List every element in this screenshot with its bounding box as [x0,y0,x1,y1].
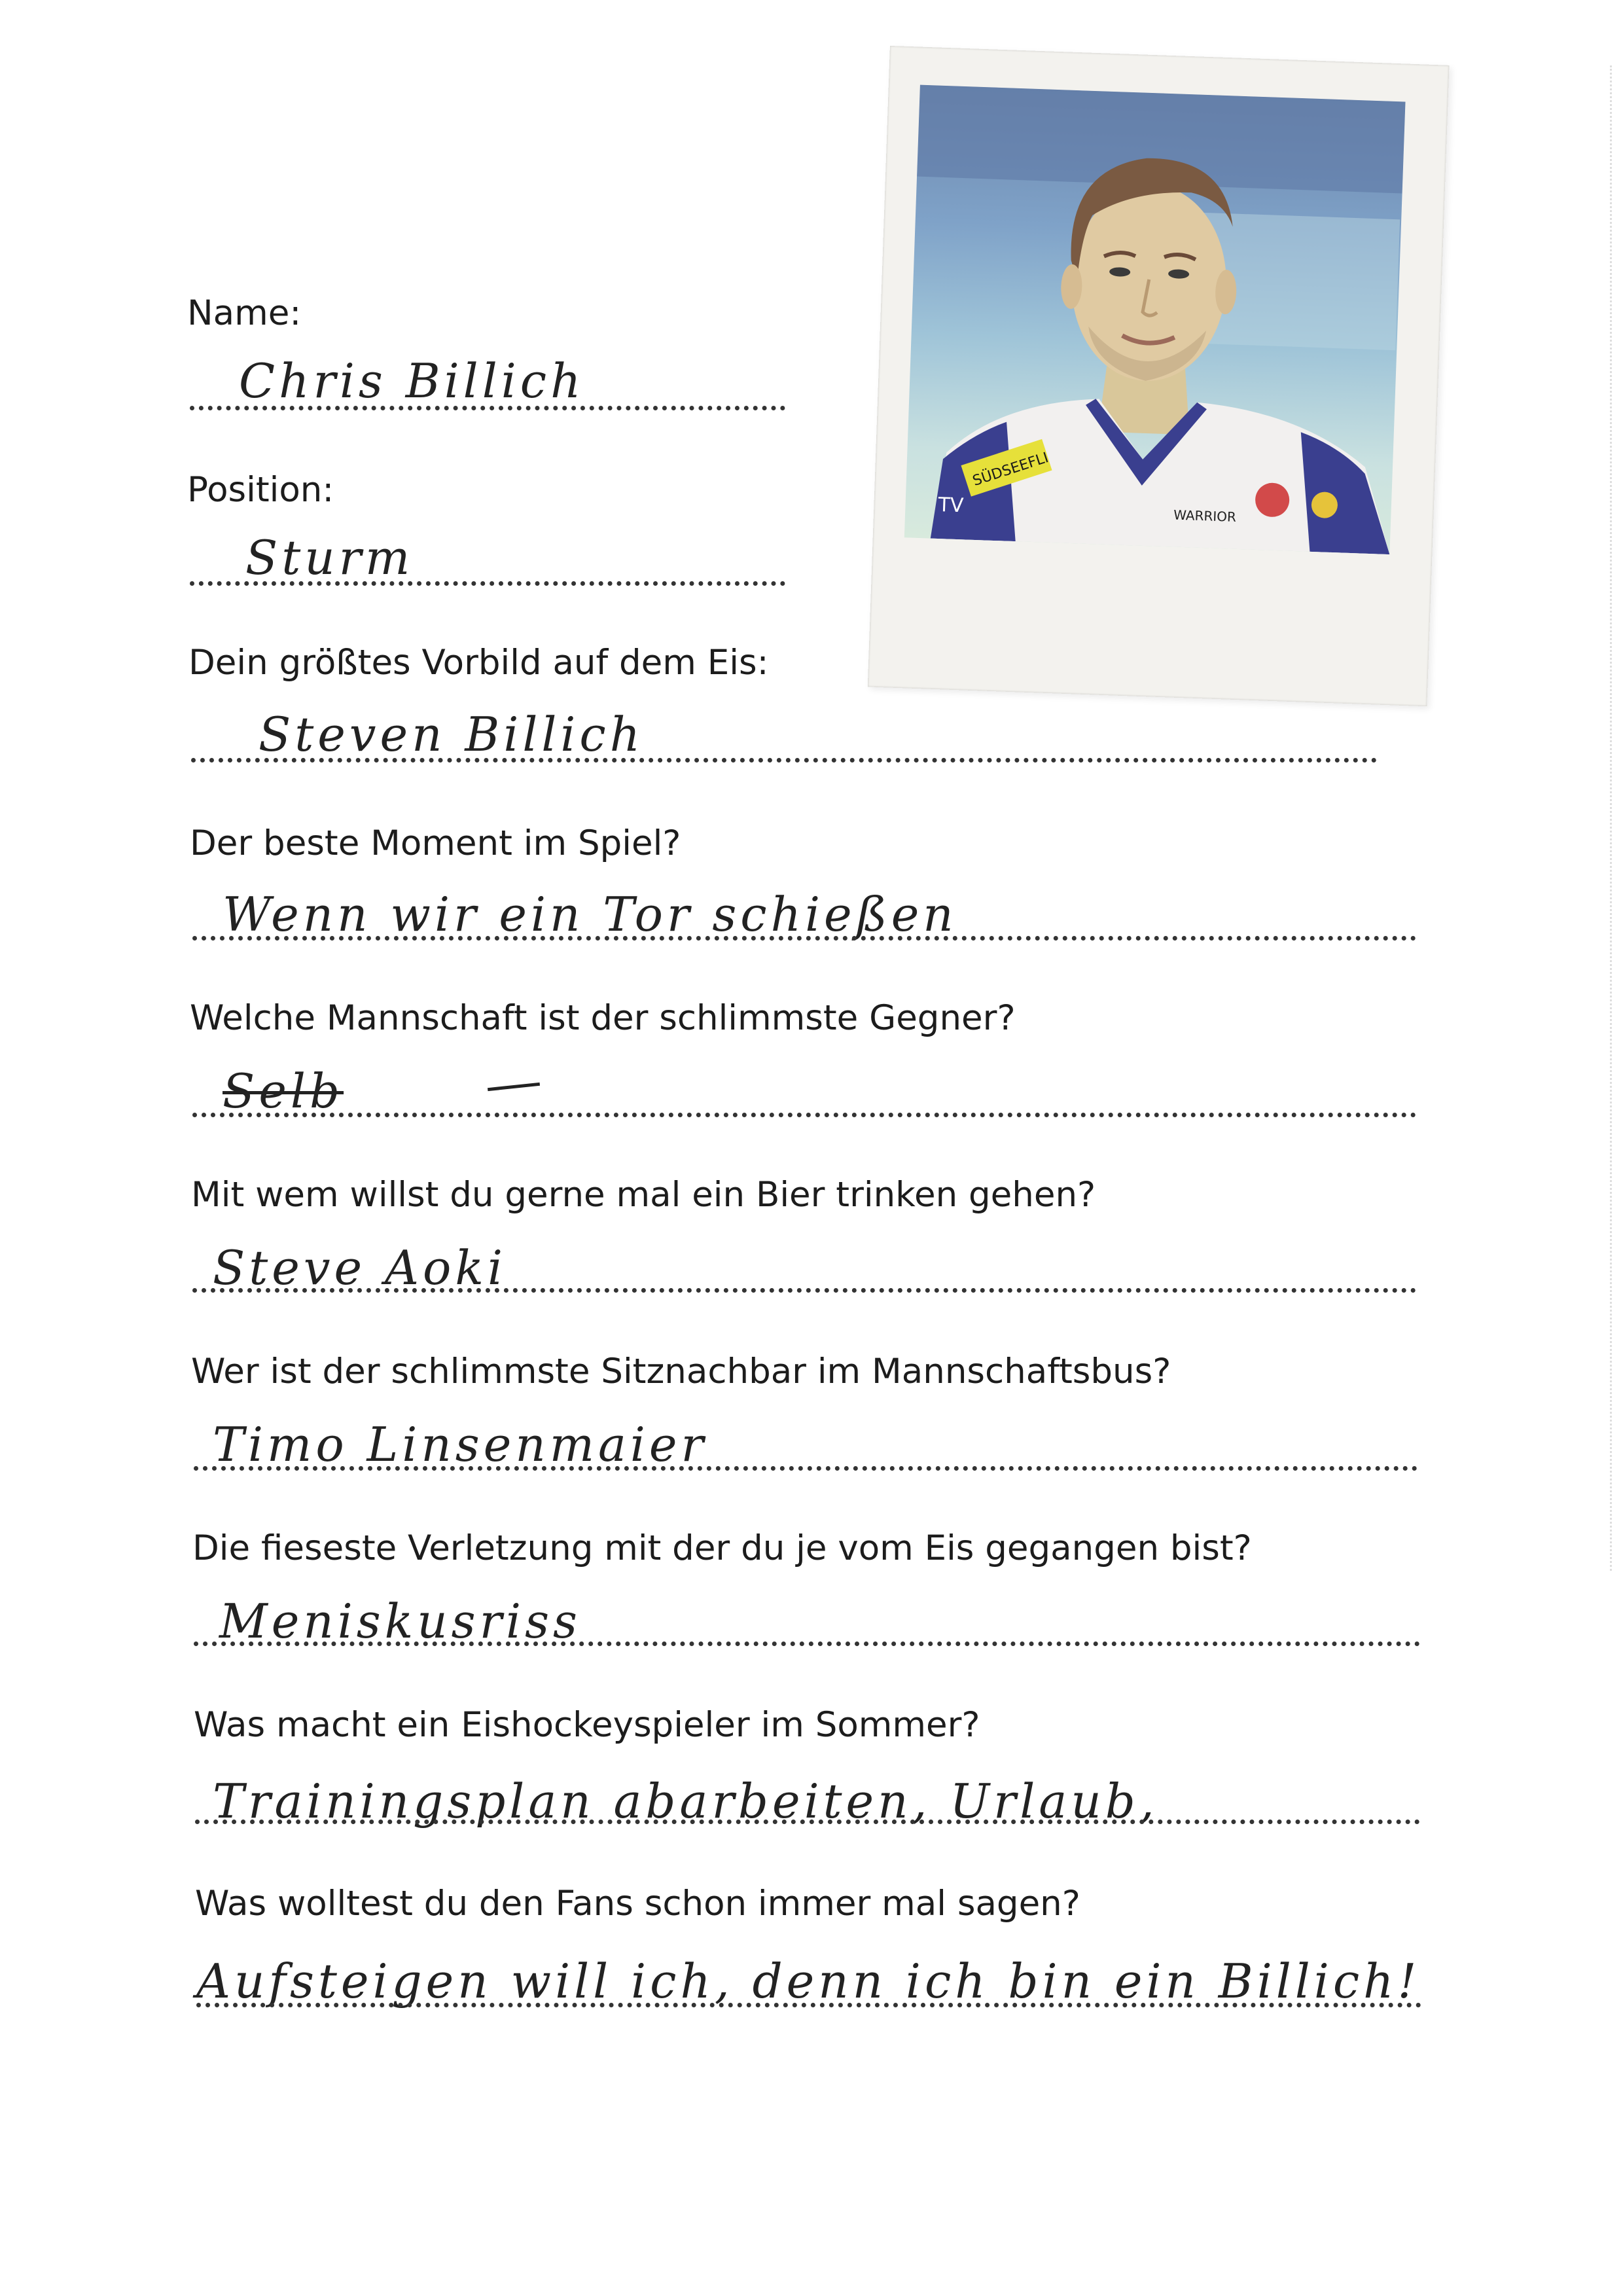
answer-line-best-moment [192,936,1416,941]
scan-edge-marks [1610,65,1616,1571]
answer-role-model: Steven Billich [259,707,645,762]
answer-injury: Meniskusriss [219,1594,581,1649]
answer-line-position [190,581,785,586]
answer-summer: Trainingsplan abarbeiten, Urlaub, [213,1774,1158,1829]
question-position-label: Position: [187,470,334,510]
answer-dash-mark [488,1083,540,1091]
answer-best-moment: Wenn wir ein Tor schießen [223,887,957,942]
player-portrait [904,85,1406,554]
polaroid-photo-frame [868,46,1450,706]
answer-fans: Aufsteigen will ich, denn ich bin ein Billich! [196,1954,1421,2009]
jersey-sponsor-text: SÜDSEEFLI [971,450,1051,490]
answer-worst-opponent: Selb [223,1064,344,1119]
question-beer-label: Mit wem willst du gerne mal ein Bier trinken gehen? [191,1175,1096,1215]
answer-line-name [190,406,785,410]
question-name-label: Name: [187,293,302,333]
answer-line-summer [195,1820,1420,1824]
answer-beer: Steve Aoki [213,1240,507,1295]
question-injury-label: Die fieseste Verletzung mit der du je vom Eis gegangen bist? [192,1528,1252,1568]
answer-seatmate: Timo Linsenmaier [213,1417,707,1472]
answer-line-beer [192,1288,1416,1293]
question-summer-label: Was macht ein Eishockeyspieler im Sommer? [194,1705,980,1745]
jersey-brand-text: WARRIOR [1173,507,1237,525]
answer-line-injury [194,1641,1420,1646]
question-seatmate-label: Wer ist der schlimmste Sitznachbar im Mannschaftsbus? [191,1352,1171,1391]
question-worst-opponent-label: Welche Mannschaft ist der schlimmste Gegner? [190,998,1016,1038]
jersey-patch-text: TV [937,493,965,518]
answer-line-seatmate [194,1466,1418,1471]
question-best-moment-label: Der beste Moment im Spiel? [190,823,681,863]
question-fans-label: Was wolltest du den Fans schon immer mal sagen? [195,1884,1080,1924]
answer-name: Chris Billich [239,353,585,408]
question-role-model-label: Dein größtes Vorbild auf dem Eis: [188,643,769,683]
player-photo [904,85,1406,554]
answer-line-worst-opponent [192,1113,1416,1117]
answer-line-fans [196,2003,1421,2007]
answer-position: Sturm [245,530,414,585]
answer-line-role-model [191,758,1377,762]
